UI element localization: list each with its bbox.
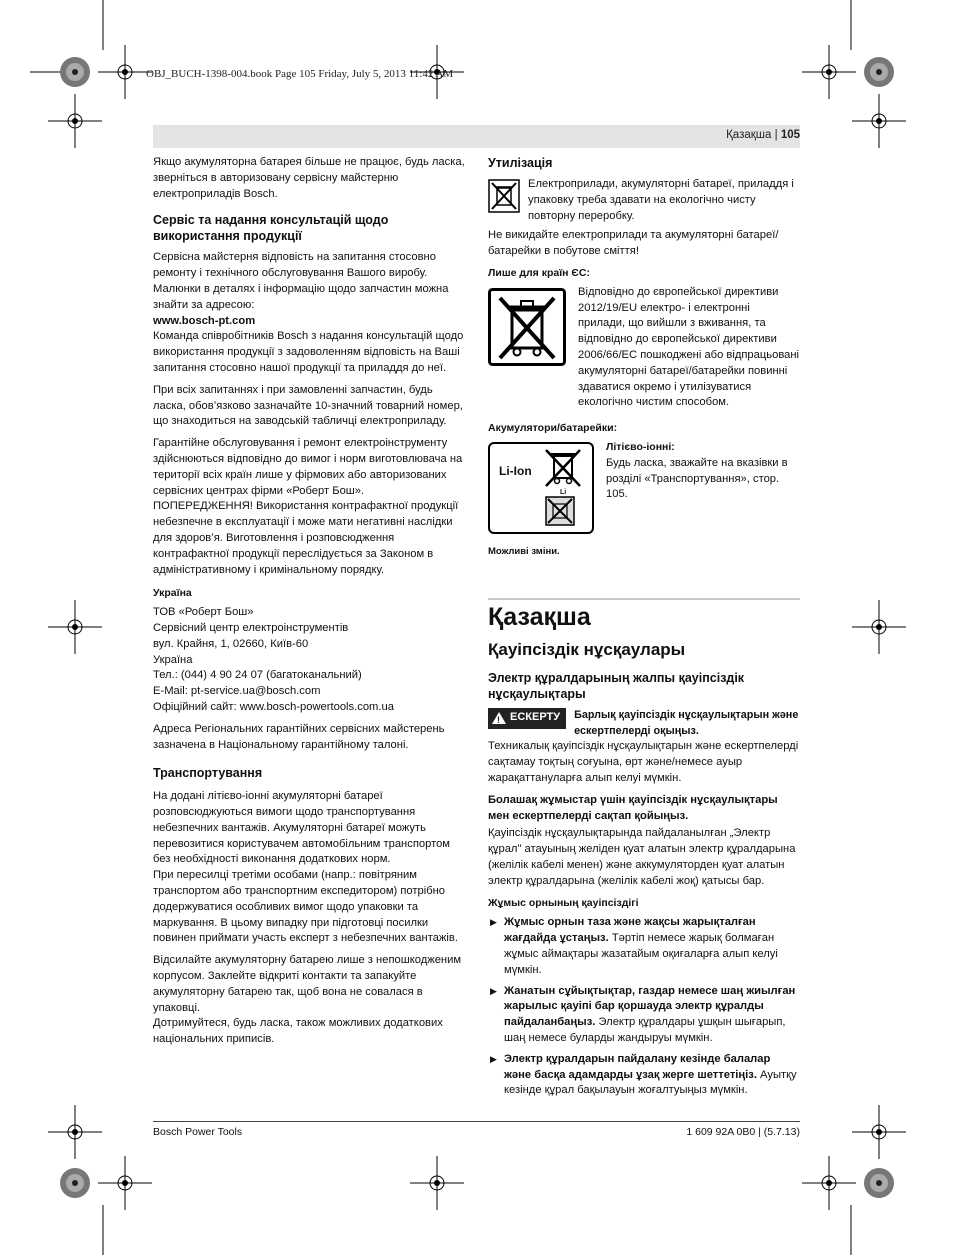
left-column xyxy=(153,155,465,1054)
bullet-text: Ауытқу кезінде құрал бақылауын жоғалтуыңыз мүмкін. xyxy=(504,1068,797,1097)
bullet-bold: Жанатын сұйықтықтар, газдар немесе шаң жиылған жарылыс қауіпі бар қоршауда электр құралды пайдаланбаңыз. xyxy=(504,984,796,1029)
heading-batteries: Акумулятори/батарейки: xyxy=(488,422,618,435)
address-email[interactable]: E-Mail: pt-service.ua@bosch.com xyxy=(153,685,321,698)
liion-row xyxy=(488,440,800,534)
bullet-item xyxy=(488,915,800,978)
footer-rule xyxy=(153,1121,800,1122)
bullet-item xyxy=(488,984,800,1047)
warning-consequence: Техникалық қауіпсіздік нұсқаулықтарын және ескертпелерді сақтамау тоқтың соғуына, өрт және/немесе ауыр жарақаттануларға алып келуі мүмкін. xyxy=(488,740,799,784)
eu-directive-text: Відповідно до європейської директиви 2012/19/EU електро- і електронні прилади, що вийшли з вживання, та відповідно до європейської директиви 2006/66/EC пошкоджені або відпрацьовані акумуляторні батареї/батарейки повинні здаватися окремо і утилізуватися екологічно чистим способом. xyxy=(578,285,800,409)
kazakh-general-heading: Электр құралдарының жалпы қауіпсіздік нұсқаулықтары xyxy=(488,670,745,701)
liion-symbol-box xyxy=(488,442,594,534)
bullet-text: Электр құралдары ұшқын шығарып, шаң немесе буларды жандыруы мүмкін. xyxy=(504,1016,786,1044)
kazakh-title: Қазақша xyxy=(488,603,591,631)
liion-note: Будь ласка, зважайте на вказівки в розділі «Транспортування», стор. 105. xyxy=(606,456,788,501)
battery-bin-icon xyxy=(542,446,584,488)
heading-ukraine: Україна xyxy=(153,587,192,600)
service-url-text[interactable]: www.bosch-pt.com xyxy=(153,314,256,327)
header-language: Қазақша xyxy=(726,129,772,141)
address-line: ТОВ «Роберт Бош» xyxy=(153,606,254,619)
kazakh-section xyxy=(488,602,800,1104)
bullet-arrow-icon: ▶ xyxy=(490,917,497,928)
bullet-arrow-icon: ▶ xyxy=(490,1053,497,1064)
bullet-item xyxy=(488,1052,800,1099)
warning-triangle-icon: ! xyxy=(492,712,506,724)
header-separator: | xyxy=(774,129,778,141)
keep-instructions-bold: Болашақ жұмыстар үшін қауіпсіздік нұсқаулықтары мен ескертпелерді сақтап қойыңыз. xyxy=(488,793,778,822)
heading-disposal: Утилізація xyxy=(488,156,553,170)
service-text-4: Гарантійне обслуговування і ремонт електроінструменту здійснюються відповідно до вимог і норм виготовлювача на території всіх країн лише у фірмових або авторизованих сервісних центрах фірми «Роберт Бош». ПОПЕРЕДЖЕННЯ! Використання контрафактної продукції небезпечне в експлуатації і може мати негативні наслідки для здоров’я. Виготовлення і розповсюдження контрафактної продукції переслідується за Законом в адміністративному і кримінальному порядку. xyxy=(153,437,463,576)
heading-liion: Літієво-іонні: xyxy=(606,440,675,453)
service-text-1 xyxy=(153,250,465,313)
recycle-battery-icon xyxy=(545,496,575,526)
bullet-bold: Жұмыс орнын таза және жақсы жарықталған жағдайда ұстаңыз. xyxy=(504,916,756,945)
service-text-3: При всіх запитаннях і при замовленні запчастин, будь ласка, обов’язково зазначайте 10-значний товарний номер, що знаходиться на заводській табличці електроприладу. xyxy=(153,383,463,428)
bullet-text: Тәртіп немесе жарық болмаған жұмыс аймақтары жазатайым оқиғаларға алып келуі мүмкін. xyxy=(504,932,778,976)
page-number: 105 xyxy=(780,129,800,141)
header-bar xyxy=(153,125,800,148)
service-text-1-body: Сервісна майстерня відповість на запитання стосовно ремонту і технічного обслуговування Вашого виробу. Малюнки в деталях і інформацію щодо запчастин можна знайти за адресою: xyxy=(153,251,449,311)
footer-doc-number: 1 609 92A 0B0 | (5.7.13) xyxy=(686,1126,800,1138)
transport-text-1: На додані літієво-іонні акумуляторні батареї розповсюджуються вимоги щодо транспортування небезпечних вантажів. Акумуляторні батареї можуть перевозитися користувачем автомобільним транспортом без необхідності виконання додаткових норм. xyxy=(153,790,450,866)
transport-text-2: При пересилці третіми особами (напр.: повітряним транспортом або транспортним експедитором) потрібно додержуватися особливих вимог щодо упаковки та маркування. В цьому випадку при підготовці посилки повинен приймати участь експерт з небезпечних вантажів. xyxy=(153,869,458,945)
kazakh-safety-heading: Қауіпсіздік нұсқаулары xyxy=(488,640,686,659)
weee-bin-icon xyxy=(488,288,566,366)
book-info: OBJ_BUCH-1398-004.book Page 105 Friday, July 5, 2013 11:42 AM xyxy=(146,68,454,80)
service-url[interactable] xyxy=(153,314,465,330)
warning-text: Барлық қауіпсіздік нұсқаулықтарын және ескертпелерді оқыңыз. xyxy=(574,708,799,737)
right-column xyxy=(488,155,800,560)
battery-note: Якщо акумуляторна батарея більше не працює, будь ласка, зверніться в авторизовану сервісну майстерню електроприладів Bosch. xyxy=(153,156,465,200)
address-line: Україна xyxy=(153,653,193,666)
address-website[interactable]: Офіційний сайт: www.bosch-powertools.com.ua xyxy=(153,700,394,713)
heading-transport: Транспортування xyxy=(153,766,263,781)
address-line: Тел.: (044) 4 90 24 07 (багатоканальний) xyxy=(153,669,362,682)
eu-row xyxy=(488,285,800,411)
address-line: Сервісний центр електроінструментів xyxy=(153,621,349,634)
workplace-heading: Жұмыс орнының қауіпсіздігі xyxy=(488,896,639,909)
keep-instructions-heading xyxy=(488,793,800,825)
address-block xyxy=(153,605,465,716)
disposal-row xyxy=(488,177,800,224)
bullet-bold: Электр құралдарын пайдалану кезінде балалар және басқа адамдарды ұзақ жерге шеттетіңіз. xyxy=(504,1052,771,1081)
page-header xyxy=(726,129,800,141)
address-line: вул. Крайня, 1, 02660, Київ-60 xyxy=(153,637,309,650)
regional-note: Адреса Регіональних гарантійних сервісних майстерень зазначена в Національному гарантійному талоні. xyxy=(153,722,445,751)
changes-note: Можливі зміни. xyxy=(488,545,560,557)
service-text-2: Команда співробітників Bosch з надання консультацій щодо використання продукції з задоволенням відповість на Ваші запитання стосовно нашої продукції та приладдя до неї. xyxy=(153,330,464,374)
heading-eu-only: Лише для країн ЄС: xyxy=(488,266,590,279)
keep-instructions-text: Қауіпсіздік нұсқаулықтарында пайдаланылған „Электр құрал" атауының желіден қуат алатын электр құралдарына (желілік кабелі менен) және аккумуляторден қуат алатын электр құралдарына (желілік кабелі жоқ) қатысы бар. xyxy=(488,827,796,887)
warning-label: ЕСКЕРТУ xyxy=(510,711,561,724)
liion-text xyxy=(606,440,800,534)
transport-text-4: Дотримуйтеся, будь ласка, також можливих додаткових національних приписів. xyxy=(153,1017,443,1046)
disposal-text-1: Електроприлади, акумуляторні батареї, приладдя і упаковку треба здавати на екологічно чисту повторну переробку. xyxy=(528,178,794,222)
li-small-label: Li xyxy=(560,488,567,496)
warning-badge xyxy=(488,708,566,729)
bullet-arrow-icon: ▶ xyxy=(490,985,497,996)
heading-service: Сервіс та надання консультацій щодо використання продукції xyxy=(153,213,389,244)
crossed-bin-small-icon xyxy=(488,179,520,213)
liion-label: Li-Ion xyxy=(499,463,532,478)
footer-brand: Bosch Power Tools xyxy=(153,1126,243,1138)
transport-text-3: Відсилайте акумуляторну батарею лише з непошкодженим корпусом. Заклейте відкриті контакти та запакуйте акумуляторну батарею так, щоб вона не совалася в упаковці. xyxy=(153,954,462,1014)
section-divider xyxy=(488,598,800,600)
disposal-text-2: Не викидайте електроприлади та акумуляторні батареї/батарейки в побутове сміття! xyxy=(488,229,779,258)
warning-row xyxy=(488,708,800,740)
